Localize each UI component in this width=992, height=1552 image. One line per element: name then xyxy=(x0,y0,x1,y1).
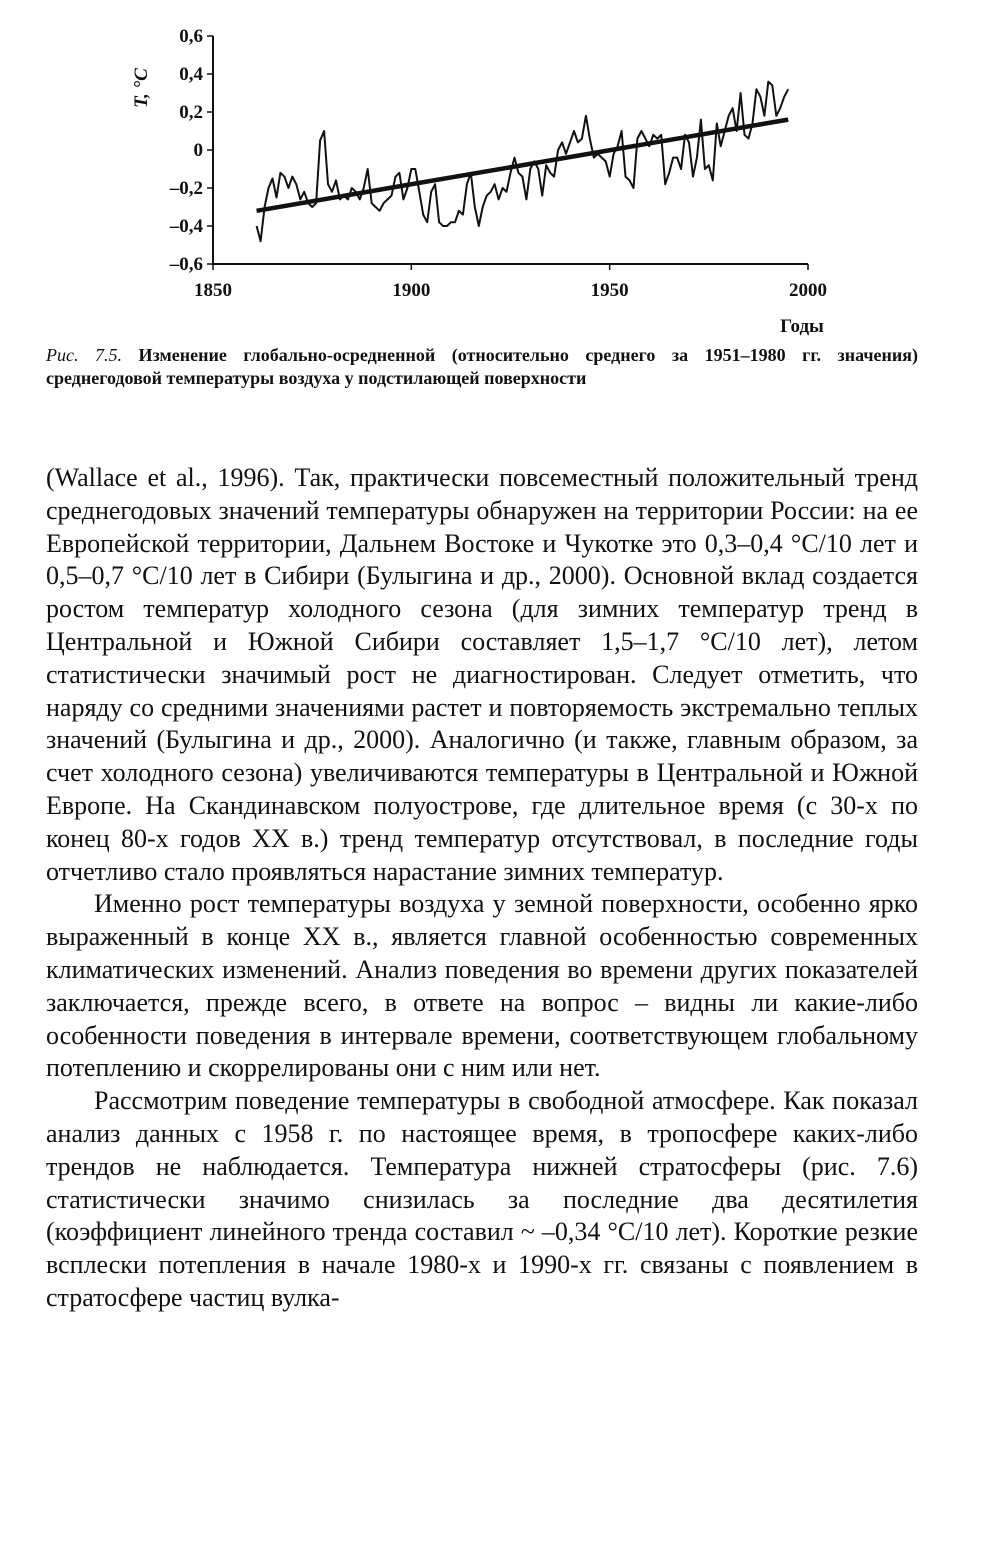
temperature-chart xyxy=(120,22,850,342)
y-axis-title: T, °C xyxy=(131,68,152,108)
caption-text: Изменение глобально-осредненной (относительно среднего за 1951–1980 гг. значения) среднегодовой температуры воздуха у подстилающей поверхности xyxy=(46,345,919,388)
y-tick-label: –0,4 xyxy=(169,216,203,237)
x-tick-label: 1850 xyxy=(194,280,232,301)
figure-number: Рис. 7.5. xyxy=(46,345,123,365)
y-tick-label: 0 xyxy=(193,140,203,161)
x-tick-label: 1900 xyxy=(392,280,431,301)
chart-axes xyxy=(213,36,808,264)
paragraph-2: Именно рост температуры воздуха у земной поверхности, особенно ярко выраженный в конце XX в., является главной особенностью современных климатических изменений. Анализ поведения во времени других показателей заключается, прежде всего, в ответе на вопрос – видны ли какие-либо особенности поведения в интервале времени, соответствующем глобальному потеплению и скоррелированы они с ним или нет. xyxy=(46,889,918,1083)
paragraph-3: Рассмотрим поведение температуры в свободной атмосфере. Как показал анализ данных с 1958 г. по настоящее время, в тропосфере каких-либо трендов не наблюдается. Температура нижней стратосферы (рис. 7.6) статистически значимо снизилась за последние два десятилетия (коэффициент линейного тренда составил ~ –0,34 °С/10 лет). Короткие резкие всплески потепления в начале 1980-х и 1990-х гг. связаны с появлением в стратосфере частиц вулка- xyxy=(46,1086,918,1312)
x-axis-title: Годы xyxy=(780,316,824,337)
y-tick-label: 0,2 xyxy=(179,102,203,123)
y-tick-label: –0,6 xyxy=(169,254,203,275)
chart-ticks xyxy=(169,26,827,301)
x-tick-label: 1950 xyxy=(590,280,629,301)
x-tick-label: 2000 xyxy=(789,280,827,301)
y-tick-label: –0,2 xyxy=(169,178,203,199)
y-tick-label: 0,6 xyxy=(179,26,203,47)
chart-series xyxy=(257,82,789,242)
figure-caption xyxy=(46,344,918,390)
y-tick-label: 0,4 xyxy=(179,64,203,85)
annual-temperature-line xyxy=(257,82,789,242)
paragraph-1: (Wallace et al., 1996). Так, практически повсеместный положительный тренд среднегодовых значений температуры обнаружен на территории России: на ее Европейской территории, Дальнем Востоке и Чукотке это 0,3–0,4 °С/10 лет и 0,5–0,7 °С/10 лет в Сибири (Булыгина и др., 2000). Основной вклад создается ростом температур холодного сезона (для зимних температур тренд в Центральной и Южной Сибири составляет 1,5–1,7 °С/10 лет), летом статистически значимый рост не диагностирован. Следует отметить, что наряду со средними значениями растет и повторяемость экстремально теплых значений (Булыгина и др., 2000). Аналогично (и также, главным образом, за счет холодного сезона) увеличиваются температуры в Центральной и Южной Европе. На Скандинавском полуострове, где длительное время (с 30-х по конец 80-х годов XX в.) тренд температур отсутствовал, в последние годы отчетливо стало проявляться нарастание зимних температур. xyxy=(46,463,918,886)
body-text xyxy=(46,462,918,1315)
